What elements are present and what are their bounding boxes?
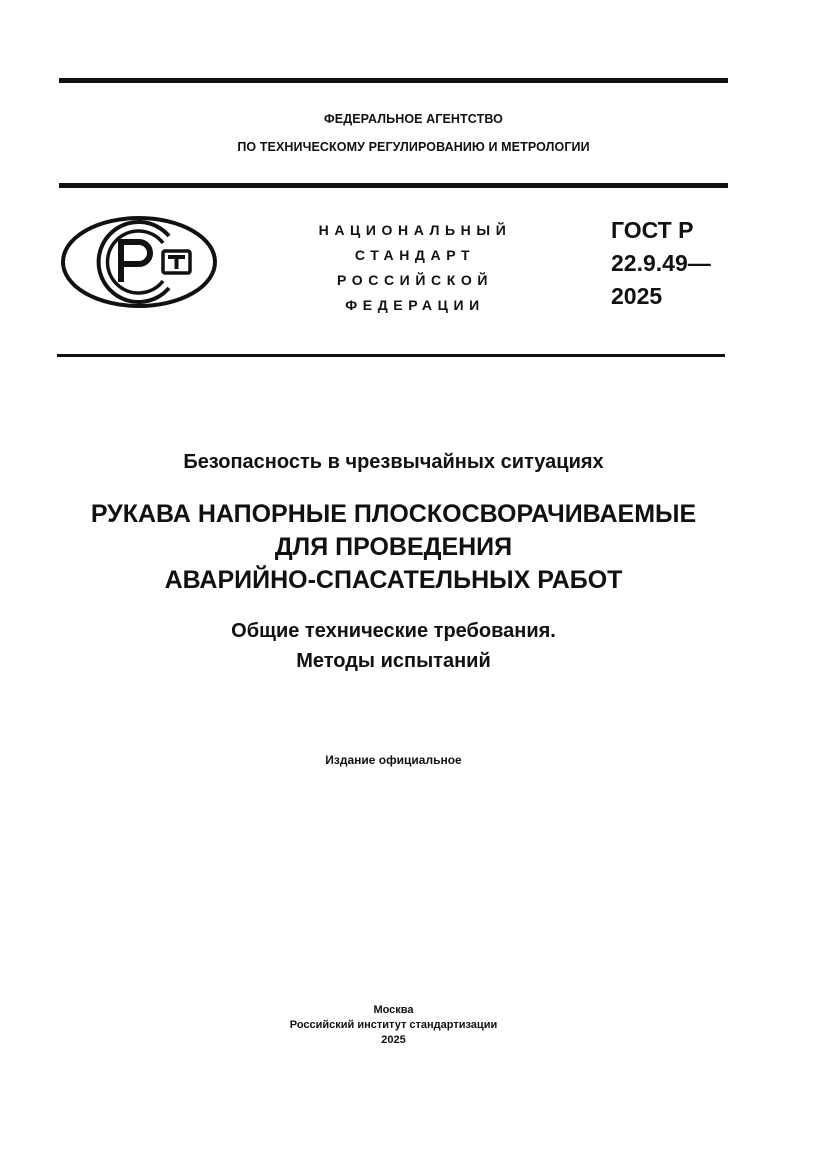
gost-rst-emblem-icon (59, 214, 219, 310)
logo-rule (57, 354, 725, 357)
standard-type-line-4: ФЕДЕРАЦИИ (345, 297, 485, 313)
standard-type-line-2: СТАНДАРТ (354, 247, 476, 263)
top-rule (59, 78, 728, 83)
subtitle-line-1: Общие технические требования. (231, 620, 556, 642)
title-line-3: АВАРИЙНО-СПАСАТЕЛЬНЫХ РАБОТ (164, 566, 623, 594)
standard-type-line-3: РОССИЙСКОЙ (337, 272, 493, 288)
title-line-1: РУКАВА НАПОРНЫЕ ПЛОСКОСВОРАЧИВАЕМЫЕ (90, 500, 697, 528)
agency-line-1: ФЕДЕРАЛЬНОЕ АГЕНТСТВО (324, 112, 503, 126)
subject-heading: Безопасность в чрезвычайных ситуациях (183, 451, 604, 473)
title-line-2: ДЛЯ ПРОВЕДЕНИЯ (274, 533, 513, 561)
designation-line-1: ГОСТ Р (611, 217, 694, 243)
header-rule (59, 183, 728, 188)
agency-line-2: ПО ТЕХНИЧЕСКОМУ РЕГУЛИРОВАНИЮ И МЕТРОЛОГИИ (237, 140, 590, 154)
designation-line-2: 22.9.49— (611, 250, 711, 276)
designation-line-3: 2025 (611, 283, 663, 309)
edition-note: Издание официальное (325, 753, 462, 767)
subtitle-line-2: Методы испытаний (296, 650, 491, 672)
imprint-year: 2025 (381, 1034, 406, 1046)
standard-type-line-1: НАЦИОНАЛЬНЫЙ (318, 222, 512, 238)
imprint-city: Москва (373, 1004, 414, 1016)
imprint-publisher: Российский институт стандартизации (289, 1019, 498, 1031)
